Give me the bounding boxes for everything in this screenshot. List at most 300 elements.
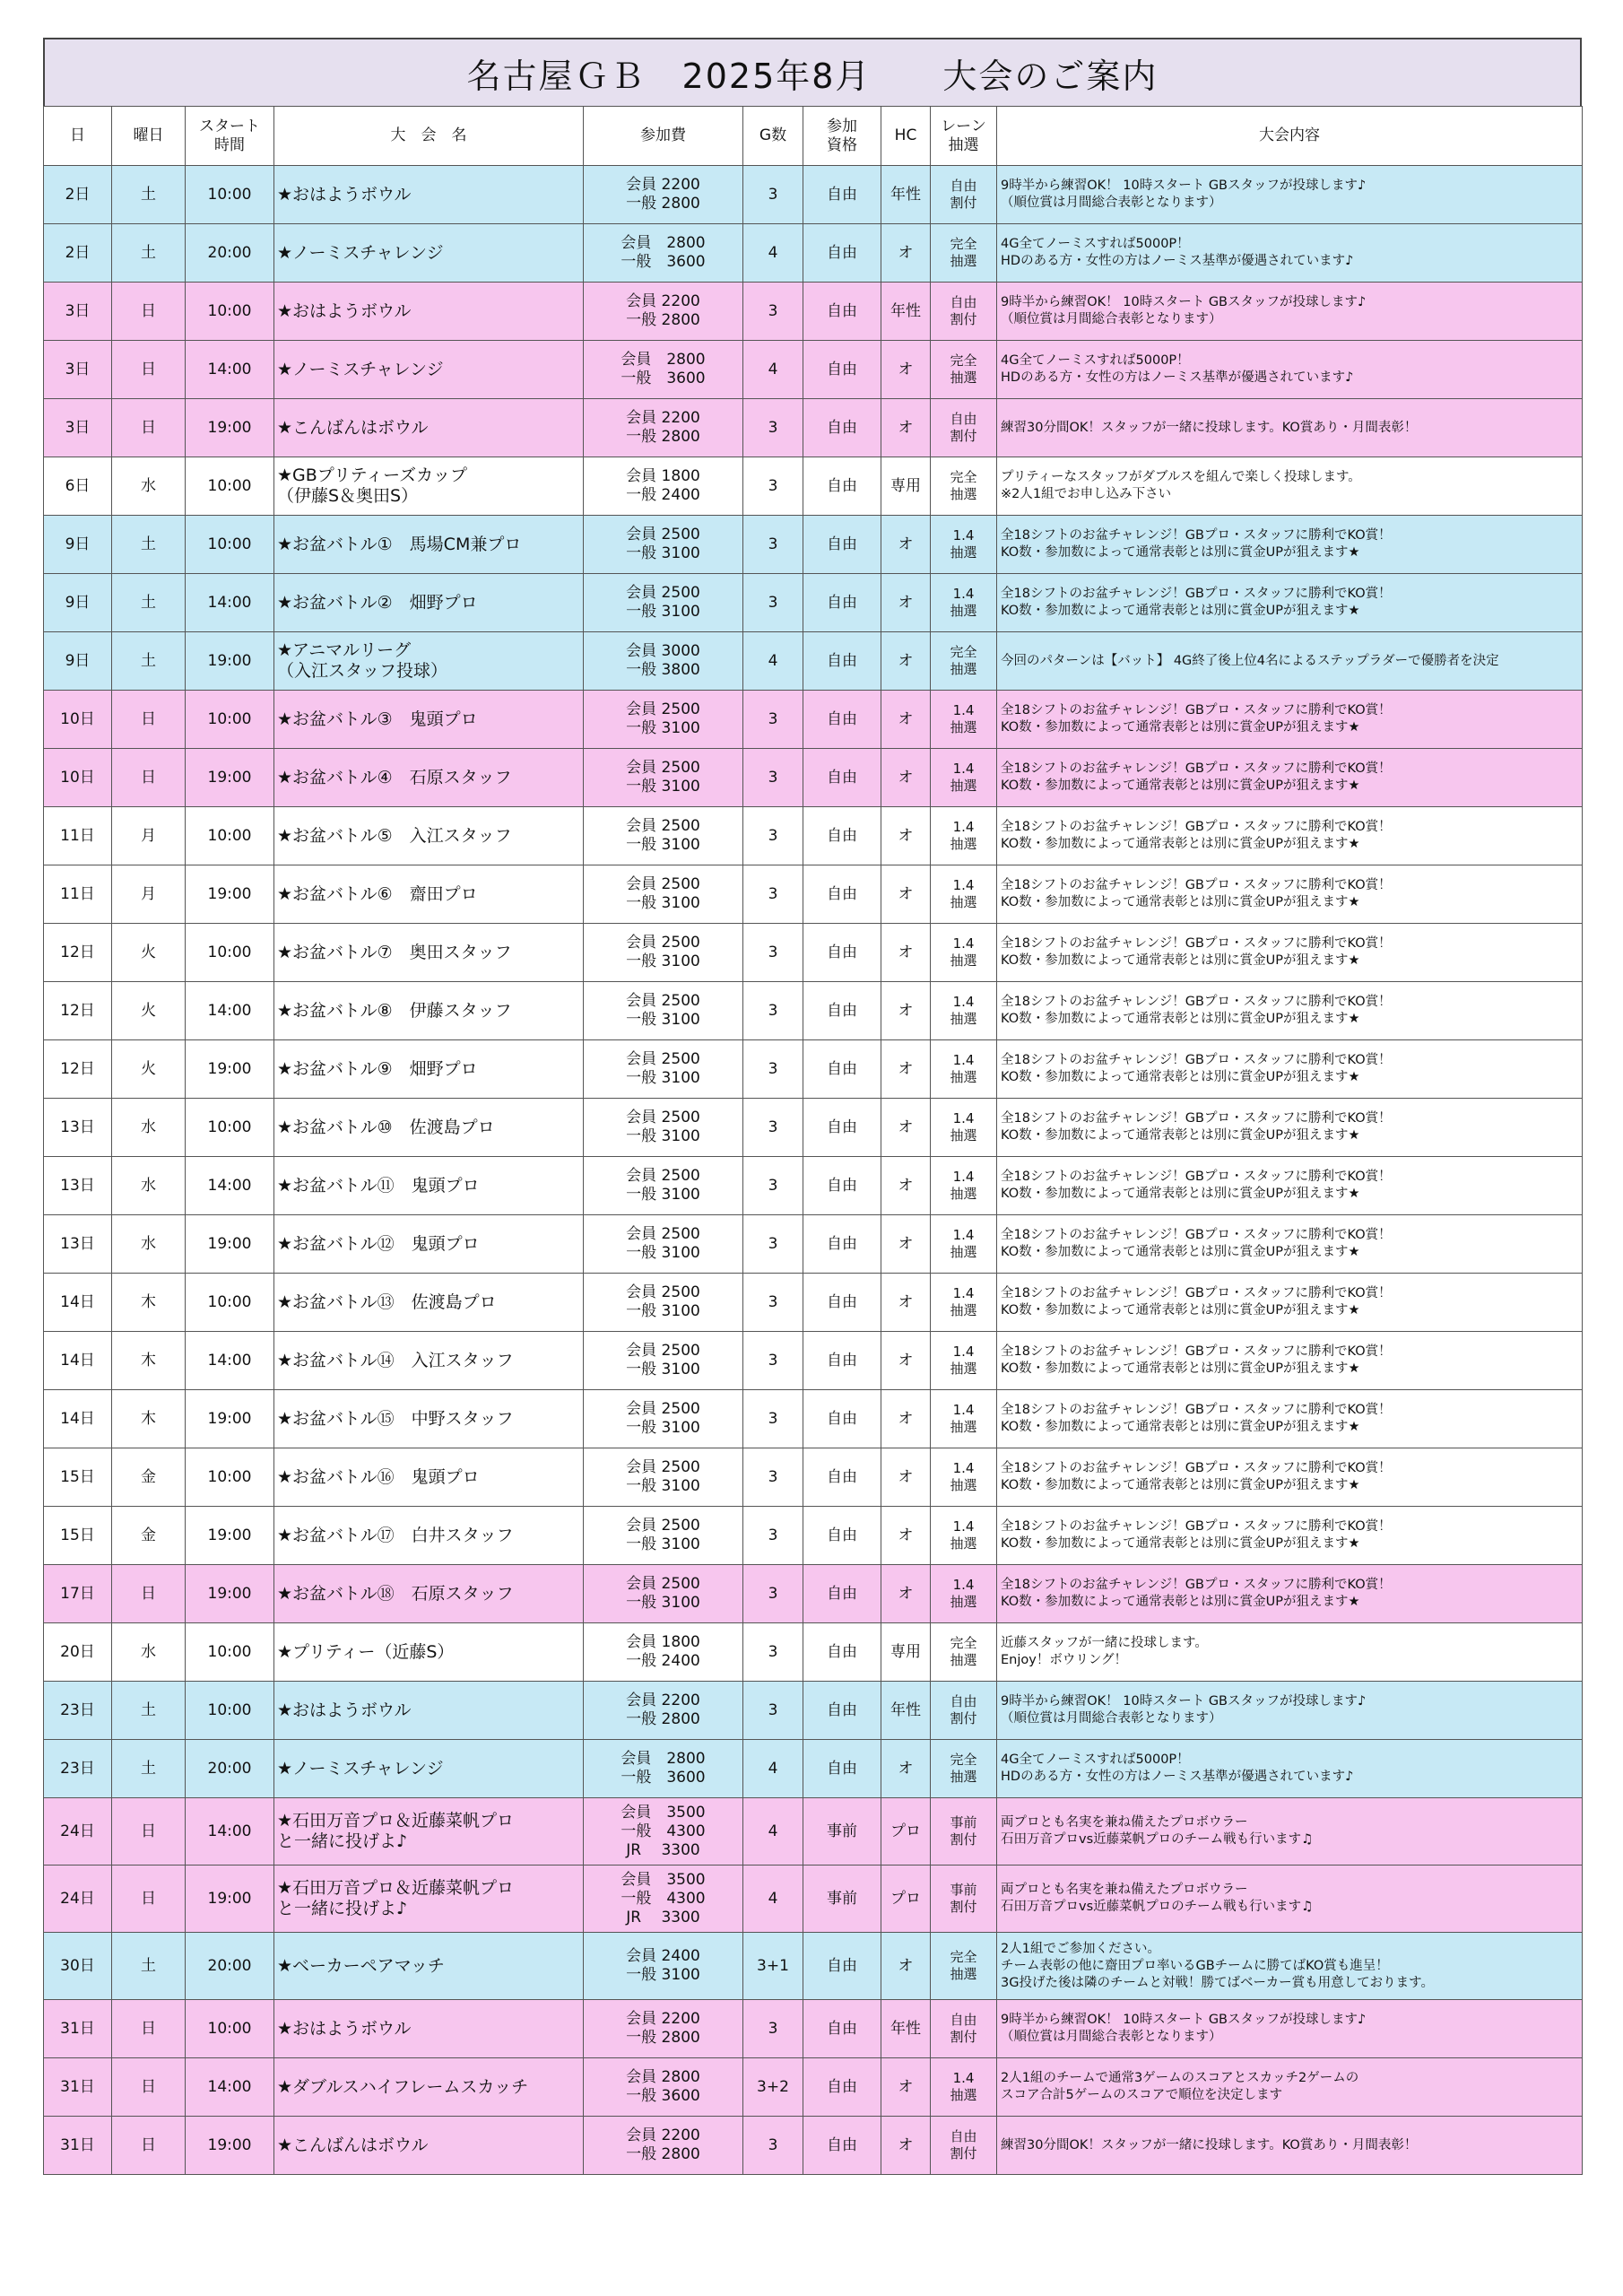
cell-handicap: オ	[881, 1099, 931, 1157]
cell-fee: 会員 3500 一般 4300 JR 3300	[584, 1866, 743, 1933]
cell-day: 12日	[44, 924, 112, 982]
cell-lane-draw: 事前 割付	[931, 1798, 997, 1866]
table-row	[44, 283, 1583, 341]
cell-weekday: 土	[112, 1740, 186, 1798]
cell-weekday: 木	[112, 1332, 186, 1390]
cell-games: 3	[743, 1099, 803, 1157]
cell-weekday: 金	[112, 1448, 186, 1507]
cell-description: 全18シフトのお盆チャレンジ！GBプロ・スタッフに勝利でKO賞！ KO数・参加数によって通常表彰とは別に賞金UPが狙えます★	[997, 1448, 1583, 1507]
cell-start-time: 14:00	[186, 1798, 274, 1866]
cell-lane-draw: 1.4 抽選	[931, 516, 997, 574]
cell-games: 3+2	[743, 2058, 803, 2117]
cell-games: 3	[743, 1448, 803, 1507]
cell-start-time: 10:00	[186, 924, 274, 982]
cell-lane-draw: 完全 抽選	[931, 1623, 997, 1682]
cell-day: 3日	[44, 341, 112, 399]
cell-description: 全18シフトのお盆チャレンジ！GBプロ・スタッフに勝利でKO賞！ KO数・参加数によって通常表彰とは別に賞金UPが狙えます★	[997, 982, 1583, 1040]
cell-handicap: オ	[881, 341, 931, 399]
cell-day: 3日	[44, 283, 112, 341]
header-eligibility: 参加 資格	[803, 107, 881, 166]
cell-games: 3	[743, 2000, 803, 2058]
cell-start-time: 19:00	[186, 2117, 274, 2175]
table-row	[44, 924, 1583, 982]
cell-day: 30日	[44, 1933, 112, 2000]
cell-handicap: オ	[881, 224, 931, 283]
cell-fee: 会員 2800 一般 3600	[584, 224, 743, 283]
cell-eligibility: 自由	[803, 1623, 881, 1682]
cell-games: 3	[743, 166, 803, 224]
cell-start-time: 19:00	[186, 749, 274, 807]
cell-event-name: ★ダブルスハイフレームスカッチ	[274, 2058, 584, 2117]
cell-day: 2日	[44, 166, 112, 224]
cell-description: 全18シフトのお盆チャレンジ！GBプロ・スタッフに勝利でKO賞！ KO数・参加数によって通常表彰とは別に賞金UPが狙えます★	[997, 574, 1583, 632]
cell-event-name: ★お盆バトル⑱ 石原スタッフ	[274, 1565, 584, 1623]
cell-description: 全18シフトのお盆チャレンジ！GBプロ・スタッフに勝利でKO賞！ KO数・参加数によって通常表彰とは別に賞金UPが狙えます★	[997, 749, 1583, 807]
cell-day: 10日	[44, 691, 112, 749]
cell-weekday: 火	[112, 1040, 186, 1099]
cell-eligibility: 自由	[803, 749, 881, 807]
table-row	[44, 807, 1583, 865]
cell-games: 3	[743, 457, 803, 516]
header-event-name: 大 会 名	[274, 107, 584, 166]
cell-eligibility: 自由	[803, 457, 881, 516]
cell-fee: 会員 2500 一般 3100	[584, 574, 743, 632]
cell-games: 4	[743, 224, 803, 283]
cell-event-name: ★ノーミスチャレンジ	[274, 1740, 584, 1798]
cell-fee: 会員 2800 一般 3600	[584, 1740, 743, 1798]
cell-description: 9時半から練習OK！ 10時スタート GBスタッフが投球します♪ （順位賞は月間総合表彰となります）	[997, 283, 1583, 341]
cell-fee: 会員 2400 一般 3100	[584, 1933, 743, 2000]
cell-handicap: オ	[881, 1274, 931, 1332]
table-row	[44, 2058, 1583, 2117]
cell-day: 14日	[44, 1332, 112, 1390]
cell-description: 全18シフトのお盆チャレンジ！GBプロ・スタッフに勝利でKO賞！ KO数・参加数によって通常表彰とは別に賞金UPが狙えます★	[997, 865, 1583, 924]
cell-day: 13日	[44, 1215, 112, 1274]
table-row	[44, 1933, 1583, 2000]
cell-lane-draw: 1.4 抽選	[931, 1157, 997, 1215]
cell-lane-draw: 1.4 抽選	[931, 924, 997, 982]
cell-description: 9時半から練習OK！ 10時スタート GBスタッフが投球します♪ （順位賞は月間総合表彰となります）	[997, 1682, 1583, 1740]
cell-handicap: オ	[881, 749, 931, 807]
cell-description: 両プロとも名実を兼ね備えたプロボウラー 石田万音プロvs近藤菜帆プロのチーム戦も行います♫	[997, 1798, 1583, 1866]
header-fee: 参加費	[584, 107, 743, 166]
cell-day: 12日	[44, 1040, 112, 1099]
cell-event-name: ★お盆バトル⑭ 入江スタッフ	[274, 1332, 584, 1390]
cell-handicap: オ	[881, 1390, 931, 1448]
table-row	[44, 691, 1583, 749]
cell-day: 31日	[44, 2000, 112, 2058]
cell-weekday: 日	[112, 341, 186, 399]
cell-lane-draw: 1.4 抽選	[931, 1332, 997, 1390]
table-header-row	[44, 107, 1583, 166]
cell-weekday: 火	[112, 924, 186, 982]
cell-handicap: オ	[881, 1040, 931, 1099]
table-row	[44, 224, 1583, 283]
cell-games: 3	[743, 1507, 803, 1565]
cell-handicap: オ	[881, 924, 931, 982]
table-row	[44, 1798, 1583, 1866]
cell-eligibility: 自由	[803, 2000, 881, 2058]
cell-start-time: 19:00	[186, 1215, 274, 1274]
cell-event-name: ★お盆バトル⑥ 齋田プロ	[274, 865, 584, 924]
cell-description: 全18シフトのお盆チャレンジ！GBプロ・スタッフに勝利でKO賞！ KO数・参加数によって通常表彰とは別に賞金UPが狙えます★	[997, 1215, 1583, 1274]
table-row	[44, 982, 1583, 1040]
cell-lane-draw: 1.4 抽選	[931, 807, 997, 865]
cell-lane-draw: 事前 割付	[931, 1866, 997, 1933]
cell-description: 全18シフトのお盆チャレンジ！GBプロ・スタッフに勝利でKO賞！ KO数・参加数によって通常表彰とは別に賞金UPが狙えます★	[997, 1507, 1583, 1565]
table-row	[44, 632, 1583, 691]
cell-games: 3	[743, 865, 803, 924]
table-row	[44, 1157, 1583, 1215]
cell-weekday: 土	[112, 516, 186, 574]
cell-event-name: ★ノーミスチャレンジ	[274, 341, 584, 399]
cell-handicap: プロ	[881, 1798, 931, 1866]
cell-fee: 会員 2200 一般 2800	[584, 166, 743, 224]
cell-event-name: ★お盆バトル② 畑野プロ	[274, 574, 584, 632]
cell-lane-draw: 1.4 抽選	[931, 1448, 997, 1507]
cell-lane-draw: 1.4 抽選	[931, 691, 997, 749]
cell-weekday: 土	[112, 1933, 186, 2000]
cell-event-name: ★こんばんはボウル	[274, 399, 584, 457]
cell-day: 24日	[44, 1866, 112, 1933]
cell-lane-draw: 1.4 抽選	[931, 749, 997, 807]
table-row	[44, 166, 1583, 224]
cell-lane-draw: 完全 抽選	[931, 224, 997, 283]
cell-start-time: 10:00	[186, 691, 274, 749]
cell-event-name: ★お盆バトル④ 石原スタッフ	[274, 749, 584, 807]
table-row	[44, 1682, 1583, 1740]
cell-lane-draw: 自由 割付	[931, 1682, 997, 1740]
cell-weekday: 木	[112, 1390, 186, 1448]
cell-eligibility: 自由	[803, 1274, 881, 1332]
header-description: 大会内容	[997, 107, 1583, 166]
cell-fee: 会員 2500 一般 3100	[584, 1390, 743, 1448]
cell-eligibility: 自由	[803, 1565, 881, 1623]
cell-games: 4	[743, 1740, 803, 1798]
cell-weekday: 月	[112, 865, 186, 924]
cell-lane-draw: 完全 抽選	[931, 457, 997, 516]
cell-event-name: ★お盆バトル⑤ 入江スタッフ	[274, 807, 584, 865]
cell-lane-draw: 完全 抽選	[931, 1933, 997, 2000]
cell-day: 11日	[44, 807, 112, 865]
cell-games: 3	[743, 749, 803, 807]
cell-handicap: オ	[881, 1933, 931, 2000]
cell-games: 3	[743, 1390, 803, 1448]
cell-weekday: 土	[112, 224, 186, 283]
cell-handicap: オ	[881, 1565, 931, 1623]
cell-handicap: オ	[881, 574, 931, 632]
cell-fee: 会員 2800 一般 3600	[584, 341, 743, 399]
cell-description: 9時半から練習OK！ 10時スタート GBスタッフが投球します♪ （順位賞は月間総合表彰となります）	[997, 166, 1583, 224]
cell-day: 14日	[44, 1274, 112, 1332]
cell-fee: 会員 2500 一般 3100	[584, 1215, 743, 1274]
cell-day: 13日	[44, 1099, 112, 1157]
cell-handicap: オ	[881, 399, 931, 457]
cell-lane-draw: 1.4 抽選	[931, 1099, 997, 1157]
cell-start-time: 10:00	[186, 1099, 274, 1157]
cell-description: 全18シフトのお盆チャレンジ！GBプロ・スタッフに勝利でKO賞！ KO数・参加数によって通常表彰とは別に賞金UPが狙えます★	[997, 1390, 1583, 1448]
cell-lane-draw: 1.4 抽選	[931, 2058, 997, 2117]
cell-handicap: 専用	[881, 1623, 931, 1682]
table-row	[44, 457, 1583, 516]
table-row	[44, 1215, 1583, 1274]
cell-lane-draw: 自由 割付	[931, 399, 997, 457]
cell-event-name: ★お盆バトル⑫ 鬼頭プロ	[274, 1215, 584, 1274]
cell-games: 3	[743, 1565, 803, 1623]
cell-games: 3	[743, 2117, 803, 2175]
cell-description: 全18シフトのお盆チャレンジ！GBプロ・スタッフに勝利でKO賞！ KO数・参加数によって通常表彰とは別に賞金UPが狙えます★	[997, 807, 1583, 865]
cell-start-time: 19:00	[186, 865, 274, 924]
cell-handicap: オ	[881, 1448, 931, 1507]
table-row	[44, 749, 1583, 807]
cell-weekday: 月	[112, 807, 186, 865]
cell-weekday: 日	[112, 399, 186, 457]
cell-event-name: ★ノーミスチャレンジ	[274, 224, 584, 283]
cell-event-name: ★おはようボウル	[274, 166, 584, 224]
cell-fee: 会員 3500 一般 4300 JR 3300	[584, 1798, 743, 1866]
cell-weekday: 土	[112, 1682, 186, 1740]
cell-description: 4G全てノーミスすれば5000P！ HDのある方・女性の方はノーミス基準が優遇されています♪	[997, 224, 1583, 283]
header-day: 日	[44, 107, 112, 166]
cell-start-time: 19:00	[186, 1507, 274, 1565]
cell-weekday: 日	[112, 1798, 186, 1866]
cell-start-time: 14:00	[186, 574, 274, 632]
cell-description: 2人1組のチームで通常3ゲームのスコアとスカッチ2ゲームの スコア合計5ゲームのスコアで順位を決定します	[997, 2058, 1583, 2117]
header-weekday: 曜日	[112, 107, 186, 166]
cell-eligibility: 自由	[803, 283, 881, 341]
cell-start-time: 20:00	[186, 224, 274, 283]
cell-games: 3	[743, 982, 803, 1040]
cell-eligibility: 自由	[803, 1040, 881, 1099]
cell-description: 全18シフトのお盆チャレンジ！GBプロ・スタッフに勝利でKO賞！ KO数・参加数によって通常表彰とは別に賞金UPが狙えます★	[997, 1332, 1583, 1390]
cell-eligibility: 自由	[803, 1099, 881, 1157]
cell-weekday: 水	[112, 1099, 186, 1157]
cell-lane-draw: 1.4 抽選	[931, 574, 997, 632]
cell-eligibility: 自由	[803, 2058, 881, 2117]
cell-weekday: 水	[112, 1215, 186, 1274]
cell-day: 14日	[44, 1390, 112, 1448]
cell-day: 13日	[44, 1157, 112, 1215]
cell-description: 4G全てノーミスすれば5000P！ HDのある方・女性の方はノーミス基準が優遇されています♪	[997, 1740, 1583, 1798]
table-row	[44, 2117, 1583, 2175]
cell-start-time: 19:00	[186, 399, 274, 457]
cell-day: 23日	[44, 1740, 112, 1798]
cell-description: 練習30分間OK！スタッフが一緒に投球します。KO賞あり・月間表彰！	[997, 399, 1583, 457]
cell-weekday: 日	[112, 2058, 186, 2117]
cell-weekday: 水	[112, 1623, 186, 1682]
cell-handicap: 年性	[881, 283, 931, 341]
table-row	[44, 399, 1583, 457]
cell-lane-draw: 自由 割付	[931, 283, 997, 341]
cell-handicap: プロ	[881, 1866, 931, 1933]
cell-start-time: 14:00	[186, 341, 274, 399]
cell-description: 全18シフトのお盆チャレンジ！GBプロ・スタッフに勝利でKO賞！ KO数・参加数によって通常表彰とは別に賞金UPが狙えます★	[997, 1157, 1583, 1215]
cell-fee: 会員 2200 一般 2800	[584, 283, 743, 341]
cell-handicap: オ	[881, 1740, 931, 1798]
cell-event-name: ★石田万音プロ＆近藤菜帆プロ と一緒に投げよ♪	[274, 1866, 584, 1933]
cell-day: 11日	[44, 865, 112, 924]
cell-fee: 会員 2200 一般 2800	[584, 2000, 743, 2058]
cell-eligibility: 自由	[803, 166, 881, 224]
cell-event-name: ★プリティー（近藤S）	[274, 1623, 584, 1682]
cell-games: 4	[743, 632, 803, 691]
cell-weekday: 水	[112, 457, 186, 516]
cell-eligibility: 自由	[803, 1157, 881, 1215]
cell-start-time: 10:00	[186, 807, 274, 865]
cell-handicap: オ	[881, 1332, 931, 1390]
table-row	[44, 1448, 1583, 1507]
cell-event-name: ★石田万音プロ＆近藤菜帆プロ と一緒に投げよ♪	[274, 1798, 584, 1866]
cell-fee: 会員 2500 一般 3100	[584, 1507, 743, 1565]
header-lane-draw: レーン 抽選	[931, 107, 997, 166]
cell-description: 近藤スタッフが一緒に投球します。 Enjoy！ボウリング！	[997, 1623, 1583, 1682]
cell-day: 9日	[44, 574, 112, 632]
page-title: 名古屋ＧＢ 2025年8月 大会のご案内	[43, 38, 1582, 106]
cell-eligibility: 自由	[803, 224, 881, 283]
table-row	[44, 1507, 1583, 1565]
cell-fee: 会員 2800 一般 3600	[584, 2058, 743, 2117]
cell-description: 9時半から練習OK！ 10時スタート GBスタッフが投球します♪ （順位賞は月間総合表彰となります）	[997, 2000, 1583, 2058]
cell-day: 20日	[44, 1623, 112, 1682]
cell-handicap: オ	[881, 632, 931, 691]
cell-description: 今回のパターンは【バット】 4G終了後上位4名によるステップラダーで優勝者を決定	[997, 632, 1583, 691]
cell-lane-draw: 自由 割付	[931, 166, 997, 224]
cell-games: 4	[743, 1866, 803, 1933]
table-row	[44, 1866, 1583, 1933]
table-row	[44, 2000, 1583, 2058]
cell-start-time: 10:00	[186, 516, 274, 574]
table-row	[44, 574, 1583, 632]
cell-lane-draw: 自由 割付	[931, 2000, 997, 2058]
cell-day: 3日	[44, 399, 112, 457]
cell-lane-draw: 完全 抽選	[931, 1740, 997, 1798]
header-start-time: スタート 時間	[186, 107, 274, 166]
schedule-sheet	[43, 38, 1582, 2175]
cell-day: 31日	[44, 2058, 112, 2117]
cell-start-time: 14:00	[186, 982, 274, 1040]
cell-fee: 会員 2500 一般 3100	[584, 749, 743, 807]
cell-lane-draw: 1.4 抽選	[931, 1040, 997, 1099]
cell-event-name: ★お盆バトル⑧ 伊藤スタッフ	[274, 982, 584, 1040]
cell-handicap: オ	[881, 1215, 931, 1274]
cell-start-time: 10:00	[186, 283, 274, 341]
cell-games: 3	[743, 1682, 803, 1740]
cell-fee: 会員 1800 一般 2400	[584, 1623, 743, 1682]
cell-games: 3	[743, 1157, 803, 1215]
cell-eligibility: 事前	[803, 1798, 881, 1866]
cell-games: 3	[743, 1332, 803, 1390]
table-row	[44, 341, 1583, 399]
cell-start-time: 14:00	[186, 1332, 274, 1390]
table-row	[44, 516, 1583, 574]
cell-event-name: ★お盆バトル⑪ 鬼頭プロ	[274, 1157, 584, 1215]
cell-fee: 会員 2500 一般 3100	[584, 516, 743, 574]
table-row	[44, 1623, 1583, 1682]
cell-day: 9日	[44, 516, 112, 574]
cell-eligibility: 事前	[803, 1866, 881, 1933]
cell-weekday: 火	[112, 982, 186, 1040]
cell-fee: 会員 2200 一般 2800	[584, 399, 743, 457]
cell-description: 全18シフトのお盆チャレンジ！GBプロ・スタッフに勝利でKO賞！ KO数・参加数によって通常表彰とは別に賞金UPが狙えます★	[997, 924, 1583, 982]
cell-eligibility: 自由	[803, 982, 881, 1040]
cell-games: 3	[743, 691, 803, 749]
cell-lane-draw: 1.4 抽選	[931, 865, 997, 924]
cell-start-time: 10:00	[186, 457, 274, 516]
table-row	[44, 1040, 1583, 1099]
cell-handicap: 年性	[881, 166, 931, 224]
cell-event-name: ★お盆バトル⑬ 佐渡島プロ	[274, 1274, 584, 1332]
cell-fee: 会員 2200 一般 2800	[584, 2117, 743, 2175]
cell-start-time: 20:00	[186, 1933, 274, 2000]
tournament-table	[43, 106, 1583, 2175]
cell-day: 15日	[44, 1448, 112, 1507]
cell-event-name: ★お盆バトル⑯ 鬼頭プロ	[274, 1448, 584, 1507]
table-row	[44, 1390, 1583, 1448]
cell-day: 15日	[44, 1507, 112, 1565]
header-games: G数	[743, 107, 803, 166]
cell-event-name: ★お盆バトル⑨ 畑野プロ	[274, 1040, 584, 1099]
cell-description: 練習30分間OK！スタッフが一緒に投球します。KO賞あり・月間表彰！	[997, 2117, 1583, 2175]
cell-eligibility: 自由	[803, 1390, 881, 1448]
cell-games: 4	[743, 1798, 803, 1866]
cell-weekday: 土	[112, 632, 186, 691]
cell-start-time: 19:00	[186, 1040, 274, 1099]
cell-lane-draw: 1.4 抽選	[931, 1274, 997, 1332]
cell-description: 全18シフトのお盆チャレンジ！GBプロ・スタッフに勝利でKO賞！ KO数・参加数によって通常表彰とは別に賞金UPが狙えます★	[997, 1099, 1583, 1157]
cell-fee: 会員 2500 一般 3100	[584, 1565, 743, 1623]
cell-description: プリティーなスタッフがダブルスを組んで楽しく投球します。 ※2人1組でお申し込み下さい	[997, 457, 1583, 516]
cell-handicap: 専用	[881, 457, 931, 516]
cell-event-name: ★お盆バトル⑮ 中野スタッフ	[274, 1390, 584, 1448]
cell-games: 3	[743, 1623, 803, 1682]
cell-fee: 会員 2500 一般 3100	[584, 1274, 743, 1332]
cell-day: 6日	[44, 457, 112, 516]
cell-games: 3	[743, 807, 803, 865]
cell-eligibility: 自由	[803, 924, 881, 982]
cell-description: 全18シフトのお盆チャレンジ！GBプロ・スタッフに勝利でKO賞！ KO数・参加数によって通常表彰とは別に賞金UPが狙えます★	[997, 1274, 1583, 1332]
cell-fee: 会員 1800 一般 2400	[584, 457, 743, 516]
cell-eligibility: 自由	[803, 632, 881, 691]
cell-games: 3	[743, 399, 803, 457]
cell-day: 12日	[44, 982, 112, 1040]
cell-weekday: 水	[112, 1157, 186, 1215]
cell-weekday: 日	[112, 2117, 186, 2175]
cell-lane-draw: 1.4 抽選	[931, 1507, 997, 1565]
cell-weekday: 木	[112, 1274, 186, 1332]
cell-event-name: ★GBプリティーズカップ （伊藤S＆奥田S）	[274, 457, 584, 516]
cell-day: 17日	[44, 1565, 112, 1623]
cell-description: 全18シフトのお盆チャレンジ！GBプロ・スタッフに勝利でKO賞！ KO数・参加数によって通常表彰とは別に賞金UPが狙えます★	[997, 516, 1583, 574]
cell-handicap: オ	[881, 516, 931, 574]
table-body	[44, 166, 1583, 2175]
cell-eligibility: 自由	[803, 1933, 881, 2000]
cell-fee: 会員 2500 一般 3100	[584, 982, 743, 1040]
cell-eligibility: 自由	[803, 1507, 881, 1565]
cell-description: 全18シフトのお盆チャレンジ！GBプロ・スタッフに勝利でKO賞！ KO数・参加数によって通常表彰とは別に賞金UPが狙えます★	[997, 1040, 1583, 1099]
cell-start-time: 19:00	[186, 1866, 274, 1933]
cell-lane-draw: 完全 抽選	[931, 632, 997, 691]
cell-event-name: ★お盆バトル③ 鬼頭プロ	[274, 691, 584, 749]
cell-start-time: 10:00	[186, 1682, 274, 1740]
cell-fee: 会員 2500 一般 3100	[584, 1040, 743, 1099]
cell-handicap: オ	[881, 807, 931, 865]
cell-description: 2人1組でご参加ください。 チーム表彰の他に齋田プロ率いるGBチームに勝てばKO賞も進呈！ 3G投げた後は隣のチームと対戦！勝てばベーカー賞も用意しております。	[997, 1933, 1583, 2000]
cell-start-time: 19:00	[186, 1390, 274, 1448]
cell-lane-draw: 完全 抽選	[931, 341, 997, 399]
cell-weekday: 土	[112, 574, 186, 632]
cell-lane-draw: 1.4 抽選	[931, 1390, 997, 1448]
table-row	[44, 1565, 1583, 1623]
